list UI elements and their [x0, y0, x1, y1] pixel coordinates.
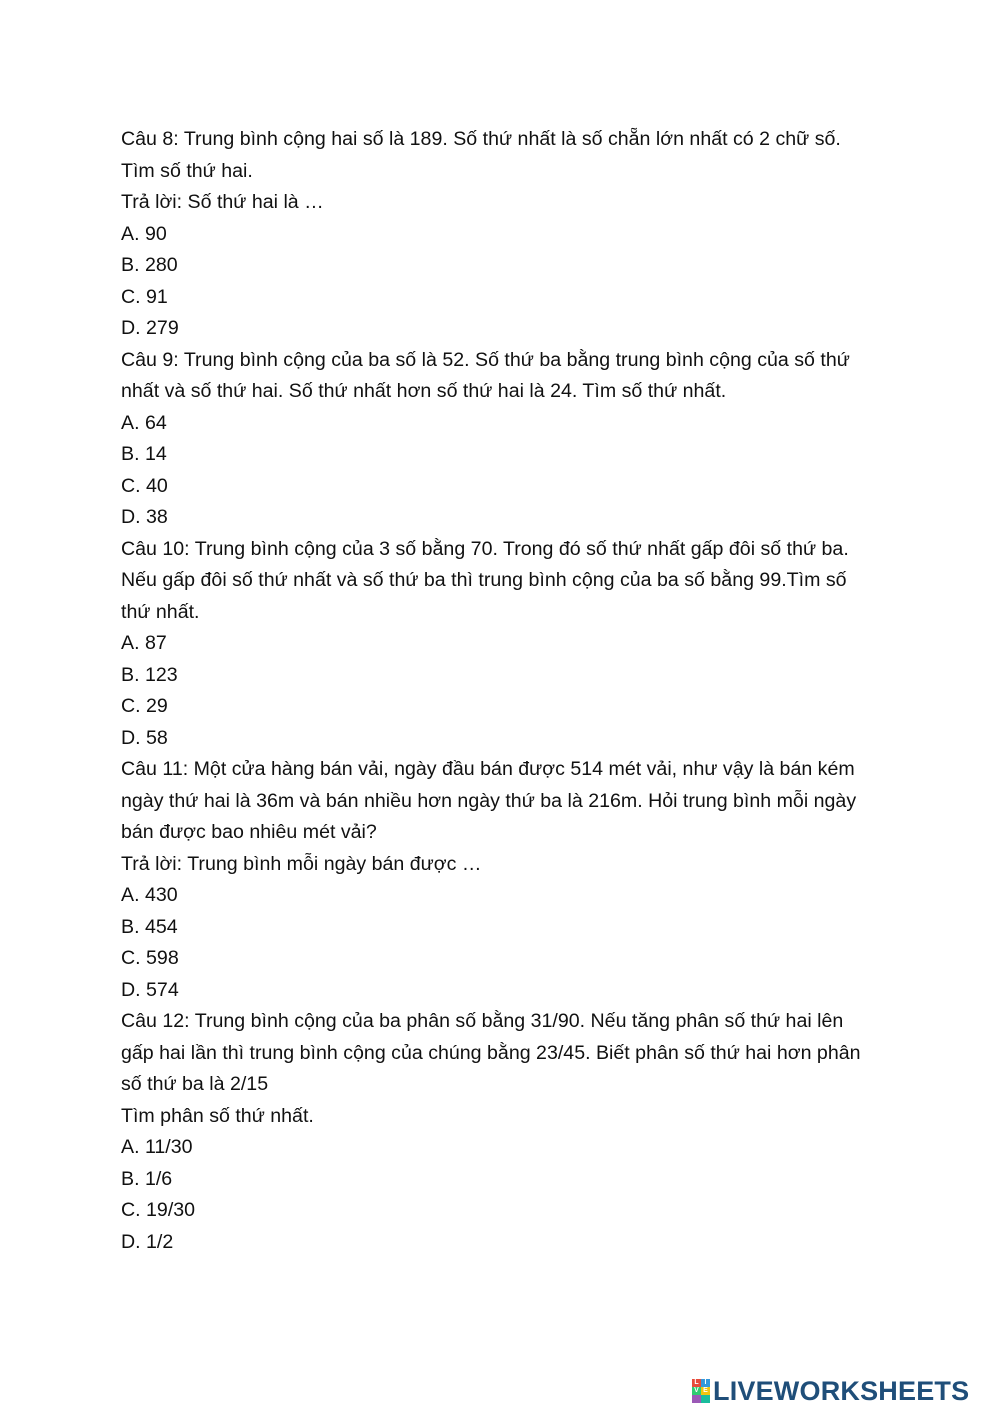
- question-text-line: bán được bao nhiêu mét vải?: [121, 821, 377, 843]
- question-9: [121, 345, 881, 534]
- option-b[interactable]: B. 1/6: [121, 1167, 173, 1190]
- logo-mark-icon: [692, 1379, 710, 1403]
- option-d[interactable]: D. 279: [121, 317, 179, 339]
- worksheet-content: [121, 124, 881, 1258]
- logo-mark-cell: [692, 1395, 701, 1403]
- question-10: [121, 534, 881, 755]
- option-b[interactable]: B. 14: [121, 443, 167, 465]
- option-d[interactable]: D. 1/2: [121, 1230, 174, 1253]
- option-d[interactable]: D. 38: [121, 506, 168, 528]
- option-d[interactable]: D. 574: [121, 978, 179, 1001]
- question-text-line: Tìm phân số thứ nhất.: [121, 1104, 314, 1127]
- answer-prompt: Trả lời: Số thứ hai là …: [121, 191, 324, 213]
- question-text-line: Câu 11: Một cửa hàng bán vải, ngày đầu bán được 514 mét vải, như vậy là bán kém: [121, 758, 855, 780]
- question-text-line: Câu 9: Trung bình cộng của ba số là 52. Số thứ ba bằng trung bình cộng của số thứ: [121, 348, 850, 371]
- option-d[interactable]: D. 58: [121, 726, 168, 749]
- logo-mark-cell: L: [692, 1379, 701, 1387]
- question-text-line: Câu 10: Trung bình cộng của 3 số bằng 70. Trong đó số thứ nhất gấp đôi số thứ ba.: [121, 537, 849, 560]
- option-c[interactable]: C. 19/30: [121, 1199, 196, 1221]
- logo-mark-cell: [701, 1395, 710, 1403]
- question-text-line: Câu 8: Trung bình cộng hai số là 189. Số thứ nhất là số chẵn lớn nhất có 2 chữ số.: [121, 128, 841, 150]
- question-text-line: gấp hai lần thì trung bình cộng của chúng bằng 23/45. Biết phân số thứ hai hơn phân: [121, 1041, 861, 1064]
- question-text-line: ngày thứ hai là 36m và bán nhiều hơn ngày thứ ba là 216m. Hỏi trung bình mỗi ngày: [121, 789, 857, 812]
- question-text-line: Nếu gấp đôi số thứ nhất và số thứ ba thì trung bình cộng của ba số bằng 99.Tìm số: [121, 569, 847, 591]
- logo-mark-cell: V: [692, 1387, 701, 1395]
- logo-mark-cell: E: [701, 1387, 710, 1395]
- question-text-line: nhất và số thứ hai. Số thứ nhất hơn số thứ hai là 24. Tìm số thứ nhất.: [121, 380, 727, 402]
- option-b[interactable]: B. 280: [121, 254, 178, 276]
- question-text-line: thứ nhất.: [121, 600, 200, 623]
- option-c[interactable]: C. 598: [121, 947, 179, 969]
- option-a[interactable]: A. 87: [121, 632, 167, 654]
- option-b[interactable]: B. 454: [121, 915, 178, 938]
- logo-mark-cell: I: [701, 1379, 710, 1387]
- option-a[interactable]: A. 430: [121, 884, 178, 906]
- question-8: [121, 124, 881, 345]
- option-c[interactable]: C. 91: [121, 285, 168, 308]
- answer-prompt: Trả lời: Trung bình mỗi ngày bán được …: [121, 852, 482, 875]
- option-a[interactable]: A. 64: [121, 411, 167, 434]
- option-a[interactable]: A. 11/30: [121, 1136, 193, 1158]
- option-b[interactable]: B. 123: [121, 663, 178, 686]
- logo-text: LIVEWORKSHEETS: [713, 1375, 970, 1406]
- question-11: [121, 754, 881, 1006]
- question-text-line: số thứ ba là 2/15: [121, 1073, 269, 1095]
- option-c[interactable]: C. 29: [121, 695, 168, 717]
- option-c[interactable]: C. 40: [121, 474, 168, 497]
- liveworksheets-logo: [692, 1376, 969, 1406]
- question-text-line: Câu 12: Trung bình cộng của ba phân số bằng 31/90. Nếu tăng phân số thứ hai lên: [121, 1010, 844, 1032]
- question-text-line: Tìm số thứ hai.: [121, 159, 253, 182]
- option-a[interactable]: A. 90: [121, 222, 167, 245]
- question-12: [121, 1006, 881, 1258]
